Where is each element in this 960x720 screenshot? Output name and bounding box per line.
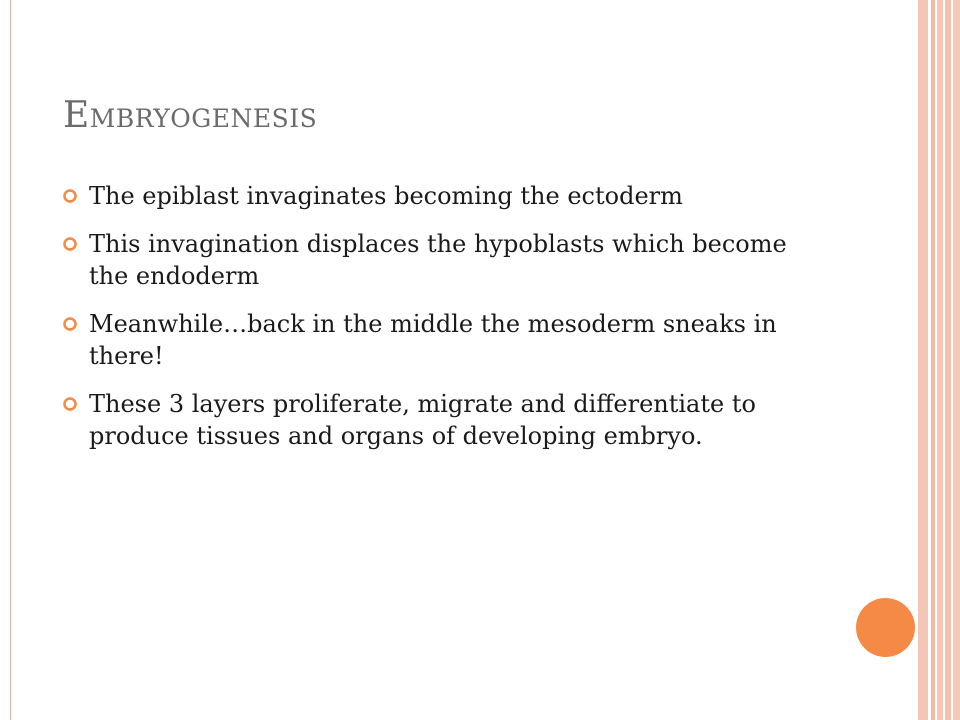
bullet-text: The epiblast invaginates becoming the ectoderm: [89, 182, 683, 210]
bullet-item: [62, 228, 822, 292]
bullet-item: [62, 180, 822, 212]
bullet-text: Meanwhile…back in the middle the mesoderm sneaks in there!: [89, 310, 777, 370]
slide-title: Embryogenesis: [63, 95, 318, 136]
bullet-text: These 3 layers proliferate, migrate and differentiate to produce tissues and organs of developing embryo.: [89, 390, 756, 450]
decorative-stripe: [918, 0, 928, 720]
bullet-item: [62, 388, 822, 452]
bullet-ring-icon: [62, 188, 78, 204]
bullet-text: This invagination displaces the hypoblasts which become the endoderm: [89, 230, 787, 290]
bullet-ring-icon: [62, 236, 78, 252]
slide-frame-line: [10, 0, 11, 720]
bullet-list: [62, 180, 822, 468]
bullet-ring-icon: [62, 316, 78, 332]
bullet-ring-icon: [62, 396, 78, 412]
orange-circle-decoration: [856, 598, 915, 657]
bullet-item: [62, 308, 822, 372]
decorative-stripe: [953, 0, 960, 720]
